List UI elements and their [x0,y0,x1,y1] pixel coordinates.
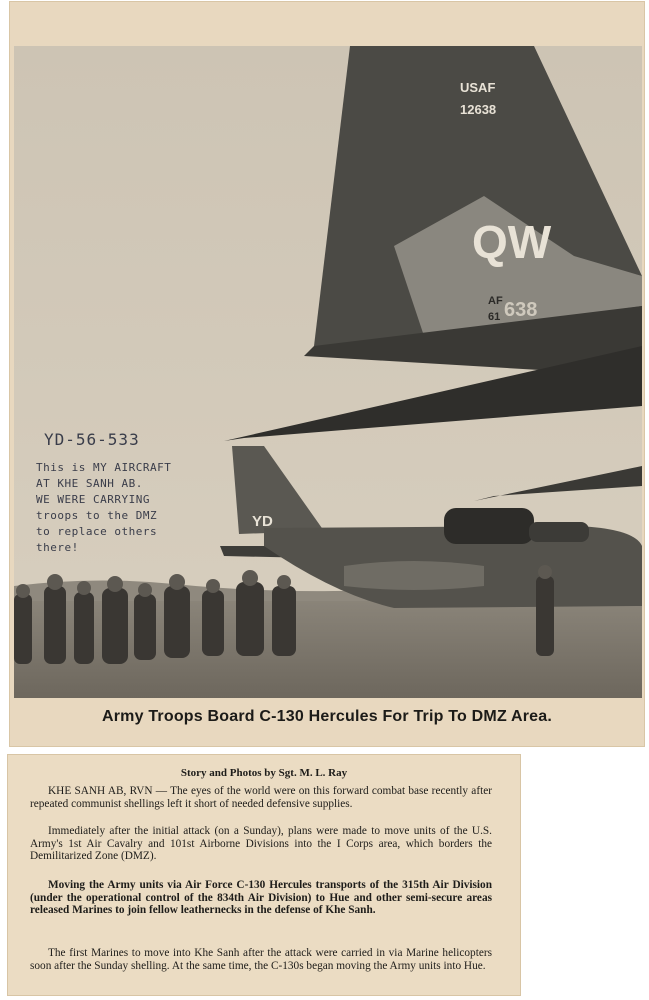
tail-marking-number: 638 [504,299,538,321]
article-paragraph: Moving the Army units via Air Force C-130 Hercules transports of the 315th Air Division (under the operational control of the 834th Air Division) to Hue and other semi-secure areas released Marines to join fellow leathernecks in the defense of Khe Sanh. [30,879,492,917]
article-paragraph: KHE SANH AB, RVN — The eyes of the world were on this forward combat base recently after repeated communist shellings left it short of needed defensive supplies. [30,785,492,810]
article-clipping [8,755,520,995]
handwritten-aircraft-id: YD-56-533 [44,430,140,449]
article-paragraph: Immediately after the initial attack (on a Sunday), plans were made to move units of the U.S. Army's 1st Air Cavalry and 101st Airborne Divisions into the I Corps area, which borders the Demilitarized Zone (DMZ). [30,825,492,863]
handwritten-note-line: WE WERE CARRYING [36,493,150,506]
tail-marking-code: QW [472,216,552,268]
handwritten-note-line: AT KHE SANH AB. [36,477,143,490]
handwritten-note-line: troops to the DMZ [36,509,158,522]
article-paragraph: The first Marines to move into Khe Sanh after the attack were carried in via Marine helicopters soon after the Sunday shelling. At the same time, the C-130s began moving the Army units into Hue. [30,947,492,972]
tail-marking-usaf: USAF [460,80,496,95]
tail-marking-year: 61 [488,311,501,323]
photo-clipping [10,2,644,746]
handwritten-note-line: This is MY AIRCRAFT [36,461,172,474]
handwritten-note [36,460,236,556]
article-byline: Story and Photos by Sgt. M. L. Ray [180,767,348,779]
photo-caption: Army Troops Board C-130 Hercules For Trip To DMZ Area. [101,708,552,725]
handwritten-note-line: there! [36,541,79,554]
aircraft-photo [14,46,642,698]
aircraft-photo-illustration [14,46,642,698]
handwritten-note-line: to replace others [36,525,158,538]
second-tail-code: YD [252,513,273,530]
tail-marking-af: AF [488,295,503,307]
tail-marking-serial: 12638 [460,102,497,117]
